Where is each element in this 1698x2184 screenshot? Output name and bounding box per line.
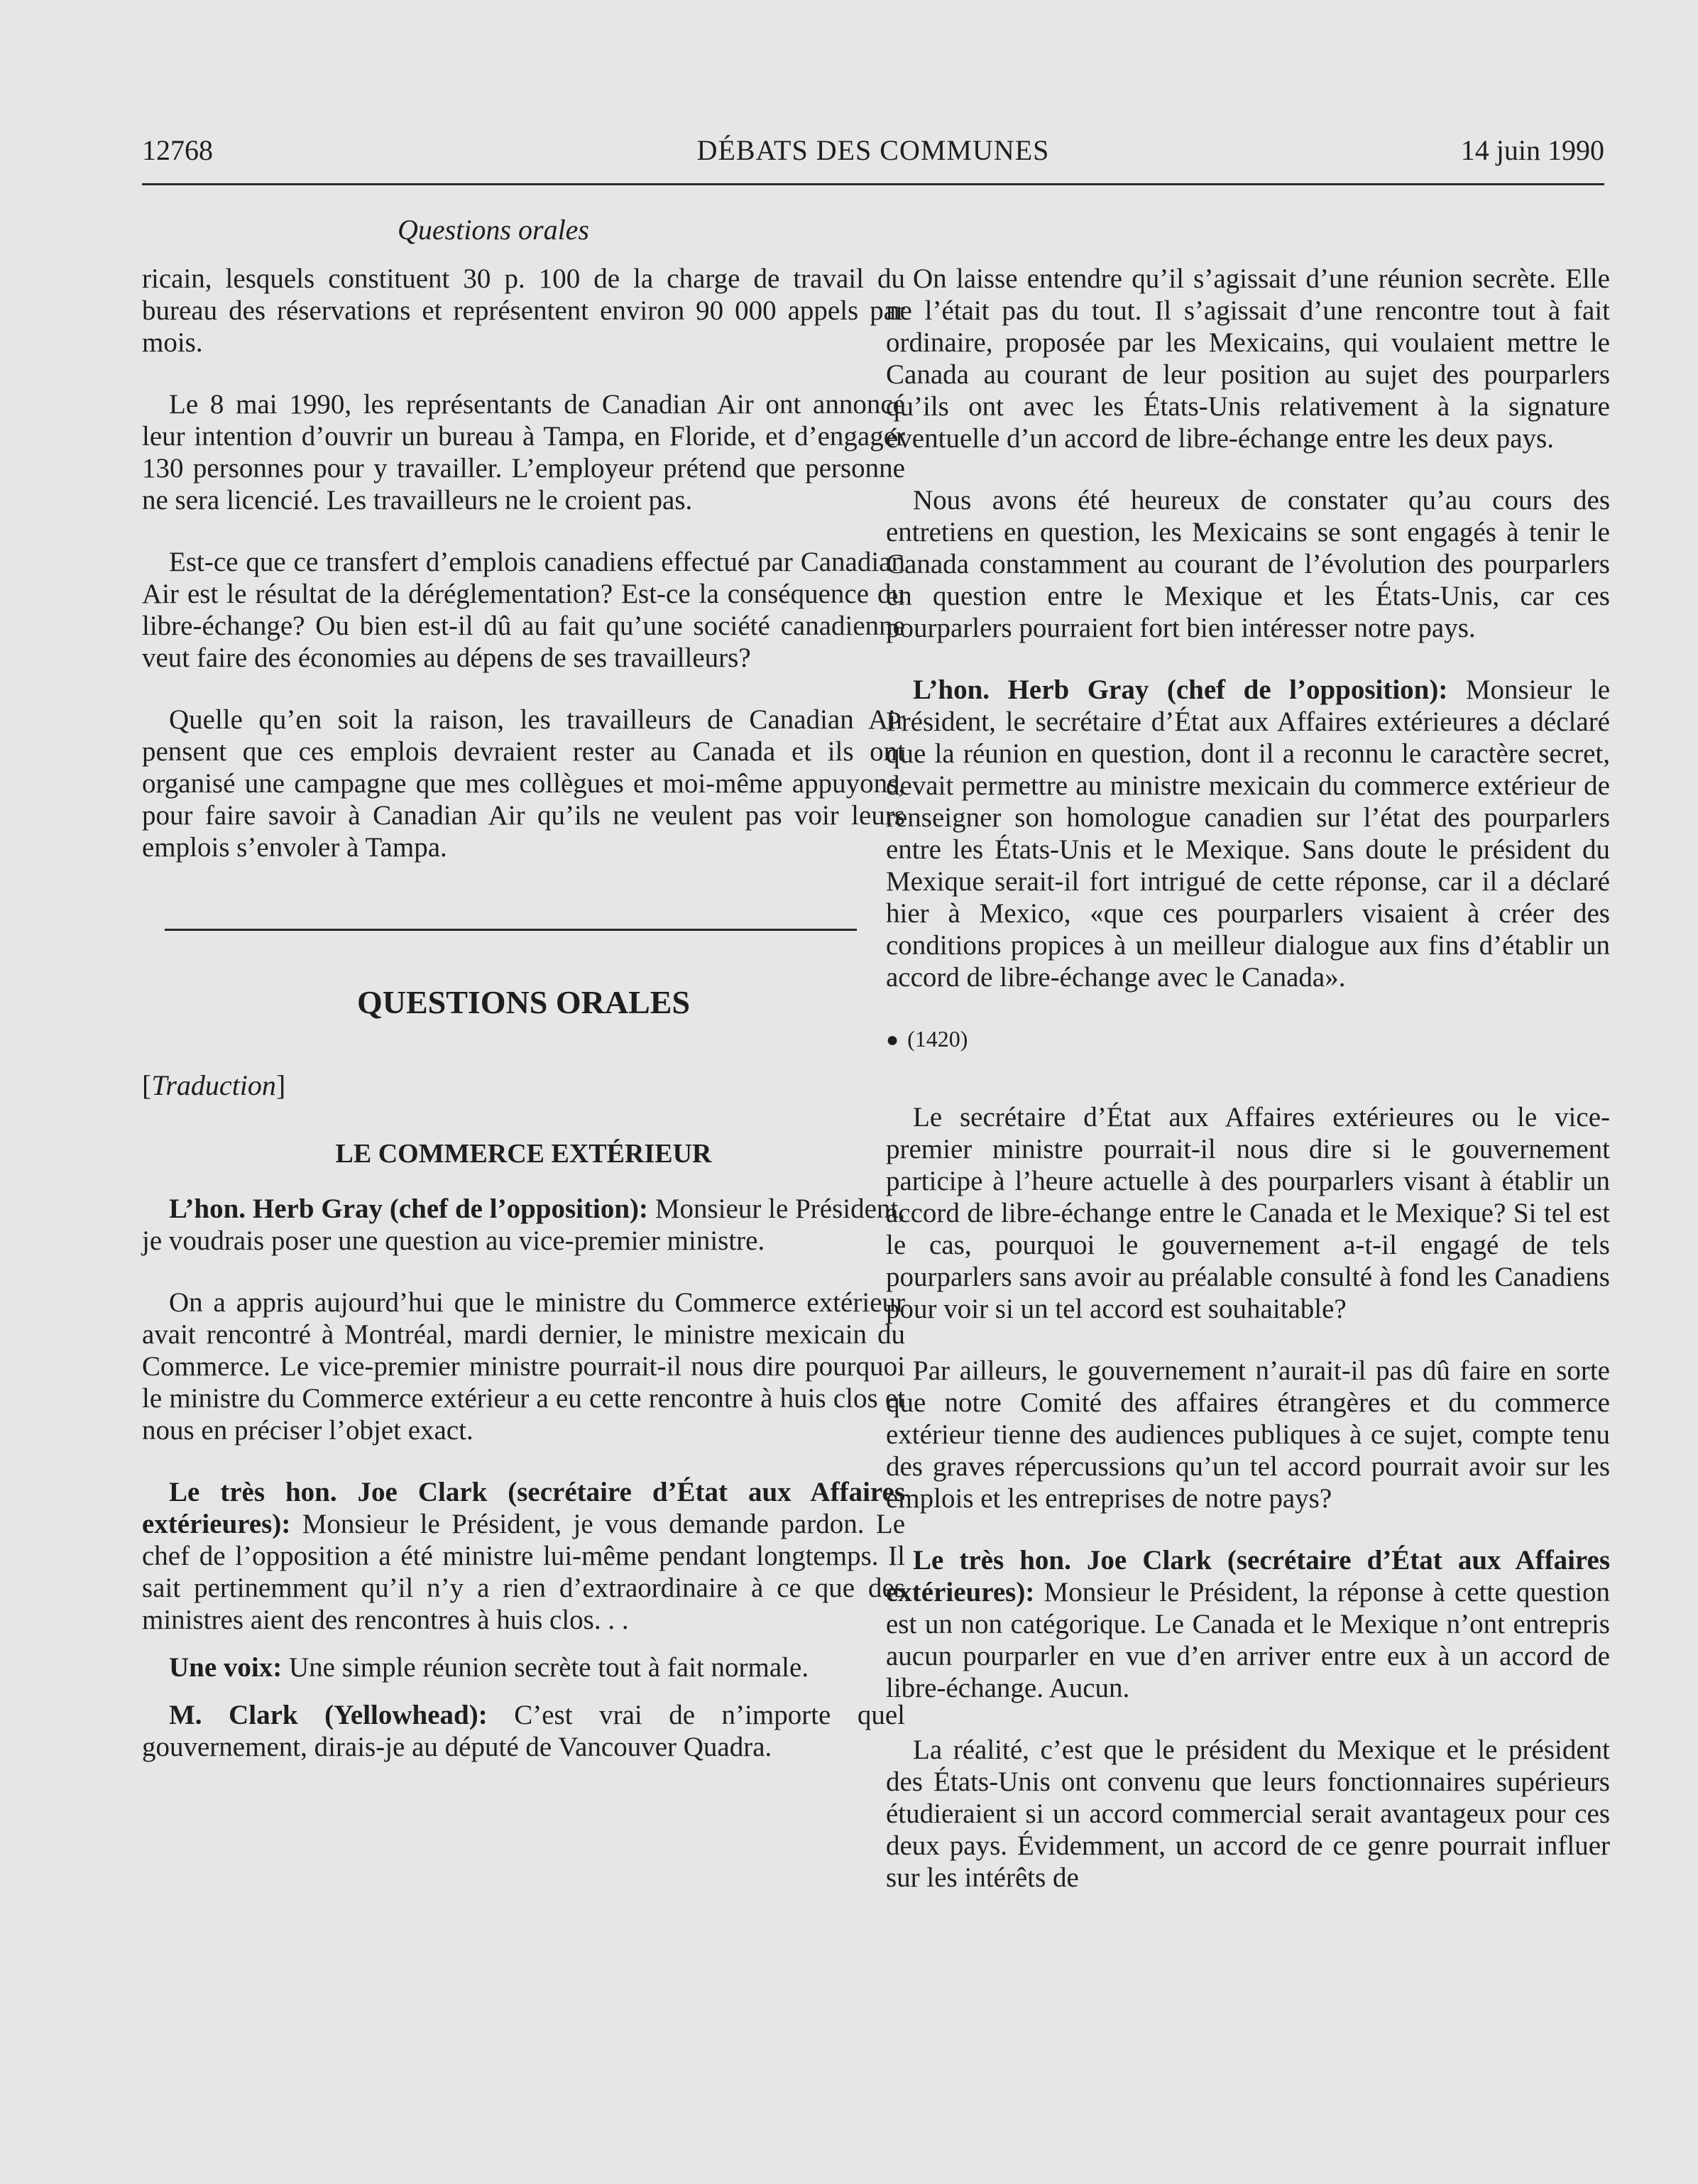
speech	[886, 1544, 1610, 1704]
section-title: QUESTIONS ORALES	[356, 984, 691, 1020]
paragraph: Est-ce que ce transfert d’emplois canadiens effectué par Canadian Air est le résultat de la déréglementation? Est-ce la conséquence du libre-échange? Ou bien est-il dû au fait qu’une société canadienne veut faire des économies au dépens de ses travailleurs?	[142, 547, 905, 673]
paragraph: Le secrétaire d’État aux Affaires extérieures ou le vice-premier ministre pourrait-il nous dire si le gouvernement participe à l’heure actuelle à des pourparlers visant à établir un accord de libre-échange entre le Canada et le Mexique? Si tel est le cas, pourquoi le gouvernement a-t-il engagé de tels pourparlers sans avoir au préalable consulté à fond les Canadiens pour voir si un tel accord est souhaitable?	[886, 1102, 1610, 1324]
page-header	[142, 133, 1604, 185]
time-marker	[886, 1023, 1610, 1056]
speaker-name: Le très hon. Joe Clark (secrétaire d’État aux Affaires extérieures):	[142, 1477, 905, 1539]
paragraph: La réalité, c’est que le président du Mexique et le président des États-Unis ont convenu que leurs fonctionnaires supérieurs étudieraient si un accord commercial serait avantageux pour ces deux pays. Évidemment, un accord de ce genre pourrait influer sur les intérêts de	[886, 1735, 1610, 1893]
bullet-icon: ●	[886, 1028, 899, 1052]
speech-text: Monsieur le Président, je vous demande pardon. Le chef de l’opposition a été ministre lui-même pendant longtemps. Il sait pertinemment qu’il n’y a rien d’extraordinaire à ce que des ministres aient des rencontres à huis clos. . .	[142, 1509, 905, 1635]
translation-label: Traduction	[151, 1069, 276, 1101]
paragraph: ricain, lesquels constituent 30 p. 100 de la charge de travail du bureau des réservations et représentent environ 90 000 appels par mois.	[142, 263, 905, 358]
subheading: LE COMMERCE EXTÉRIEUR	[335, 1139, 712, 1169]
page-date: 14 juin 1990	[1460, 134, 1604, 166]
speaker-name: M. Clark (Yellowhead):	[169, 1700, 488, 1730]
speech	[142, 1476, 905, 1636]
paragraph: On a appris aujourd’hui que le ministre du Commerce extérieur avait rencontré à Montréal, mardi dernier, le ministre mexicain du Commerce. Le vice-premier ministre pourrait-il nous dire pourquoi le ministre du Commerce extérieur a eu cette rencontre à huis clos et nous en préciser l’objet exact.	[142, 1287, 905, 1446]
section-divider	[165, 929, 857, 931]
speech-text: C’est vrai de n’importe quel gouvernement, dirais-je au député de Vancouver Quadra.	[142, 1700, 906, 1762]
speaker-name: L’hon. Herb Gray (chef de l’opposition):	[169, 1194, 648, 1224]
publication-title: DÉBATS DES COMMUNES	[696, 134, 1050, 166]
speech-text: Monsieur le Président, la réponse à cette question est un non catégorique. Le Canada et le Mexique n’ont entrepris aucun pourparler en vue d’en arriver entre eux à un accord de libre-échange. Aucun.	[886, 1577, 1610, 1703]
paragraph: On laisse entendre qu’il s’agissait d’une réunion secrète. Elle ne l’était pas du tout. Il s’agissait d’une rencontre tout à fait ordinaire, proposée par les Mexicains, qui voulaient mettre le Canada au courant de leur position au sujet des pourparlers qu’ils ont avec les États-Unis relativement à la signature éventuelle d’un accord de libre-échange entre les deux pays.	[886, 263, 1610, 454]
speaker-name: Le très hon. Joe Clark (secrétaire d’État aux Affaires extérieures):	[886, 1545, 1610, 1607]
paragraph: Par ailleurs, le gouvernement n’aurait-il pas dû faire en sorte que notre Comité des affaires étrangères et du commerce extérieur tienne des audiences publiques à ce sujet, compte tenu des graves répercussions qu’un tel accord pourrait avoir sur les emplois et les entreprises de notre pays?	[886, 1355, 1610, 1514]
speech-text: Une simple réunion secrète tout à fait normale.	[282, 1652, 809, 1683]
right-column	[886, 263, 1610, 1923]
speech	[886, 674, 1610, 993]
speech	[142, 1193, 905, 1257]
translation-note: [Traduction]	[142, 1069, 286, 1101]
speech	[142, 1699, 905, 1763]
running-head: Questions orales	[398, 214, 589, 246]
speaker-name: L’hon. Herb Gray (chef de l’opposition):	[913, 675, 1448, 705]
page-number: 12768	[142, 134, 213, 166]
paragraph: Le 8 mai 1990, les représentants de Canadian Air ont annoncé leur intention d’ouvrir un bureau à Tampa, en Floride, et d’engager 130 personnes pour y travailler. L’employeur prétend que personne ne sera licencié. Les travailleurs ne le croient pas.	[142, 389, 905, 515]
speech-text: Monsieur le Président, je voudrais poser une question au vice-premier ministre.	[142, 1194, 906, 1256]
paragraph: Quelle qu’en soit la raison, les travailleurs de Canadian Air pensent que ces emplois devraient rester au Canada et ils ont organisé une campagne que mes collègues et moi-même appuyons, pour faire savoir à Canadian Air qu’ils ne veulent pas voir leurs emplois s’envoler à Tampa.	[142, 704, 905, 863]
left-column	[142, 263, 905, 1793]
speech	[142, 1651, 905, 1683]
time-marker-text: (1420)	[907, 1026, 968, 1052]
speaker-name: Une voix:	[169, 1652, 283, 1683]
paragraph: Nous avons été heureux de constater qu’au cours des entretiens en question, les Mexicains se sont engagés à tenir le Canada constamment au courant de l’évolution des pourparlers en question entre le Mexique et les États-Unis, car ces pourparlers pourraient fort bien intéresser notre pays.	[886, 485, 1610, 643]
speech-text: Monsieur le Président, le secrétaire d’État aux Affaires extérieures a déclaré que la réunion en question, dont il a reconnu le caractère secret, devait permettre au ministre mexicain du commerce extérieur de renseigner son homologue canadien sur l’état des pourparlers entre les États-Unis et le Mexique. Sans doute le président du Mexique serait-il fort intrigué de cette réponse, car il a déclaré hier à Mexico, «que ces pourparlers visaient à créer des conditions propices à un meilleur dialogue aux fins d’établir un accord de libre-échange avec le Canada».	[886, 675, 1611, 993]
